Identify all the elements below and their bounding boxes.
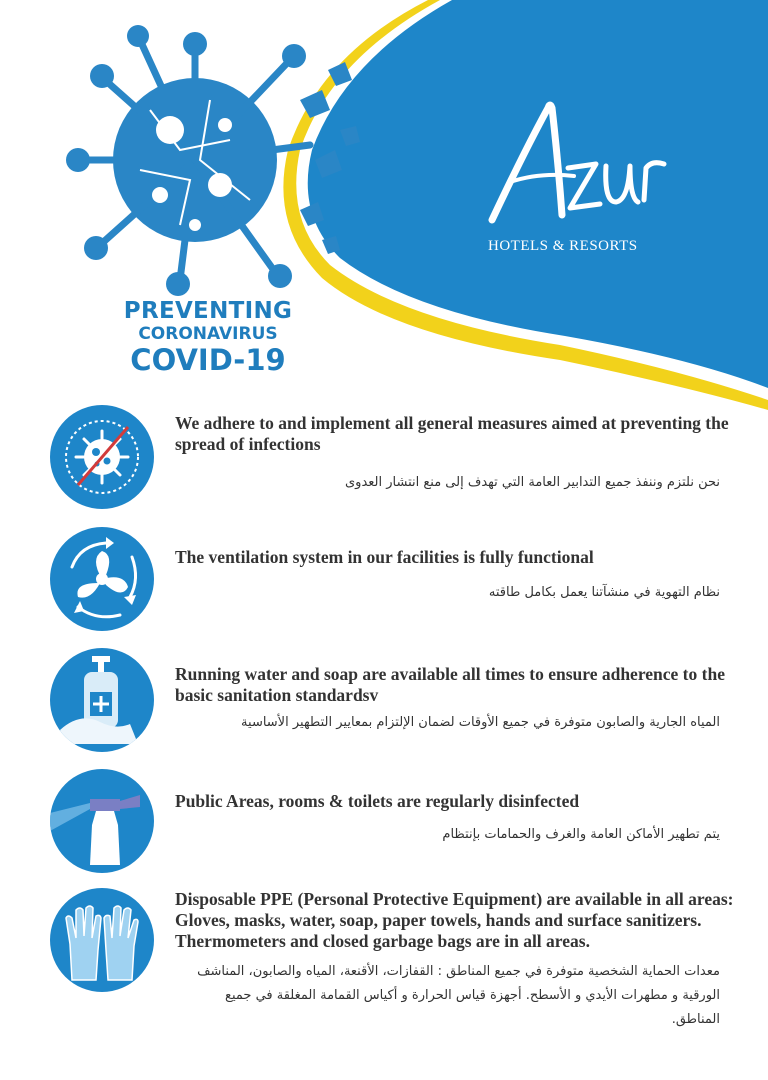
measure-text-ar: يتم تطهير الأماكن العامة والغرف والحمامات بإنتظام [442,827,720,842]
measure-text-en: Running water and soap are available all times to ensure adherence to the basic sanitation standardsv [175,664,725,705]
headline-line-3: COVID-19 [130,343,286,377]
azur-wordmark-icon [470,90,670,230]
measure-text-ar: نظام التهوية في منشآتنا يعمل بكامل طاقته [488,585,720,600]
headline-line-1: PREVENTING [123,298,293,324]
soap-dispenser-icon [50,648,154,752]
virus-crossed-icon [50,405,154,509]
measure-text-en: The ventilation system in our facilities is fully functional [175,547,594,567]
ventilation-fan-icon [50,527,154,631]
headline [108,300,308,375]
logo-tagline: HOTELS & RESORTS [488,238,638,254]
spray-bottle-icon [50,769,154,873]
gloves-icon [50,888,154,992]
measure-text-ar: المياه الجارية والصابون متوفرة في جميع الأوقات لضمان الإلتزام بمعايير التطهير الأساسية [241,715,720,730]
measure-text-en: We adhere to and implement all general measures aimed at preventing the spread of infections [175,413,729,454]
measure-text-ar: معدات الحماية الشخصية متوفرة في جميع المناطق : القفازات، الأقنعة، المياه والصابون، المناشف الورقية و مطهرات الأيدي و الأسطح. أجهزة قياس الحرارة و أكياس القمامة المغلقة في جميع المناطق. [197,964,720,1027]
measure-text-en: Public Areas, rooms & toilets are regularly disinfected [175,791,580,811]
headline-line-2: CORONAVIRUS [138,324,278,344]
azur-logo [470,90,670,270]
coronavirus-illustration-icon [60,10,370,300]
measure-text-en: Disposable PPE (Personal Protective Equipment) are available in all areas: Gloves, masks, water, soap, paper towels, hands and surface sanitizers. Thermometers and closed garbage bags are in all areas. [175,889,734,951]
measure-text-ar: نحن نلتزم وننفذ جميع التدابير العامة التي تهدف إلى منع انتشار العدوى [345,475,720,490]
